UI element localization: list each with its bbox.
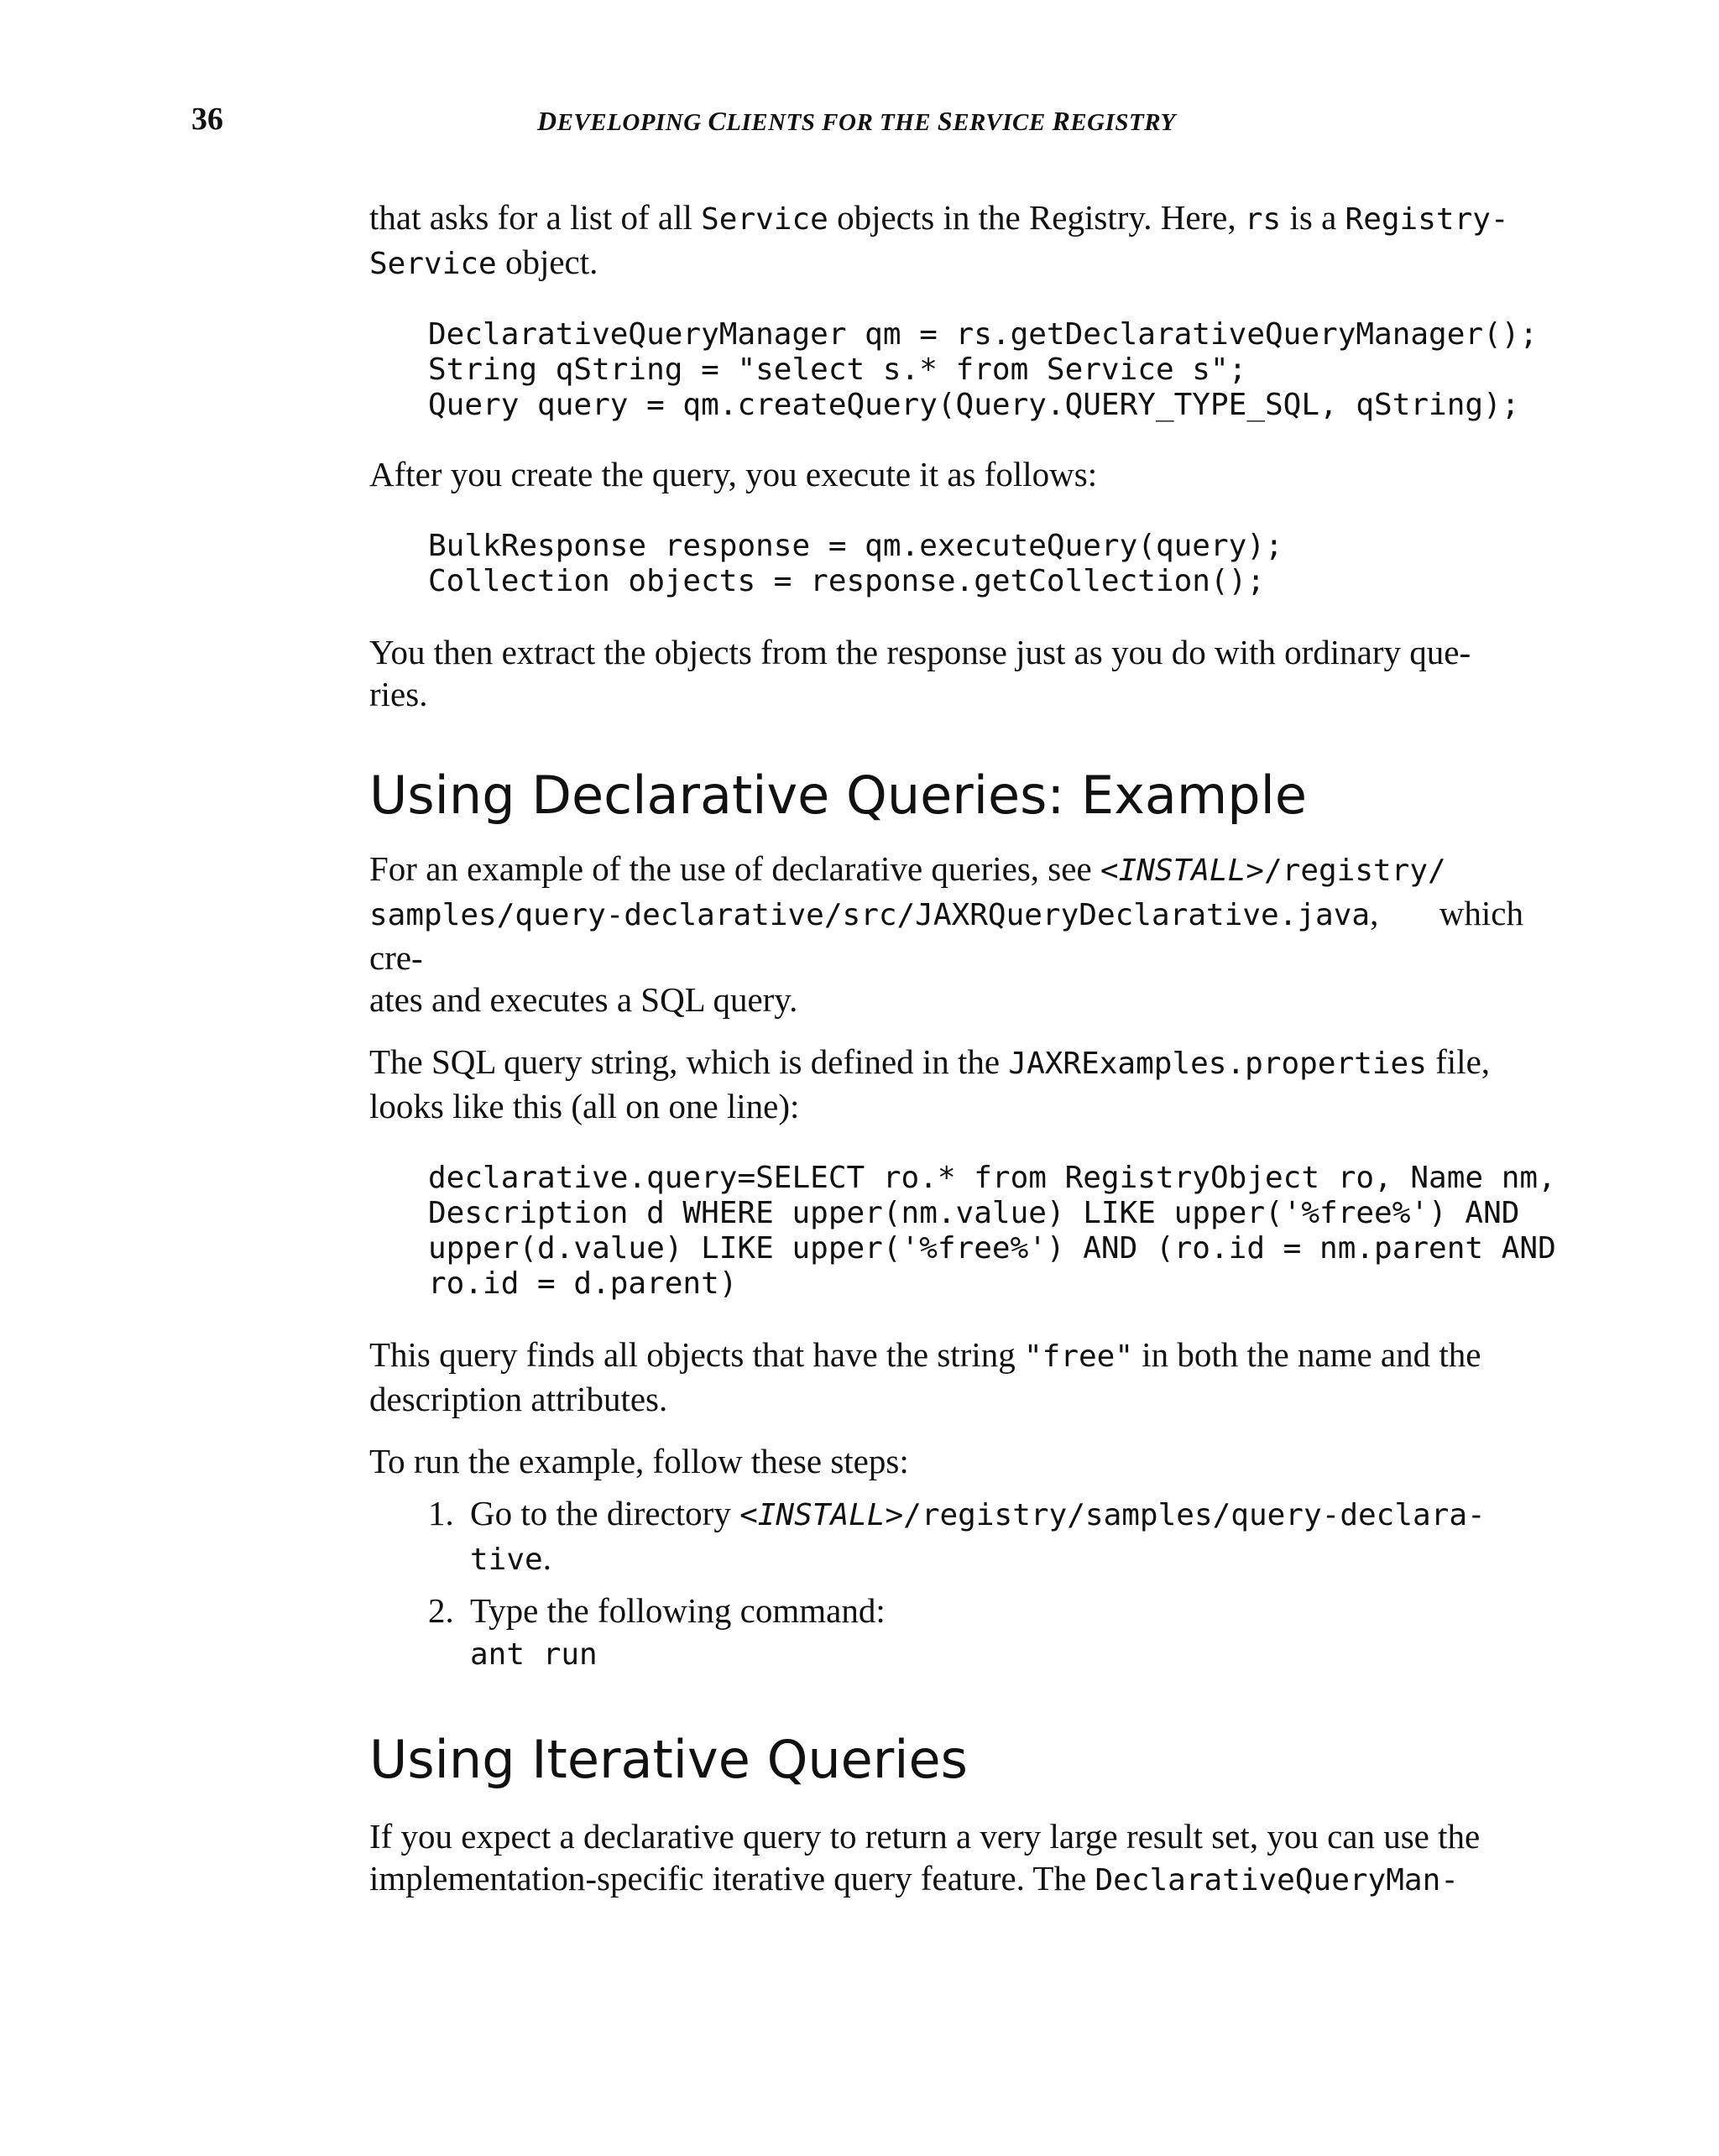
query-explanation-paragraph: This query finds all objects that have the string "free" in both the name and the description attributes.	[369, 1335, 1481, 1418]
intro-paragraph: that asks for a list of all Service objects in the Registry. Here, rs is a Registry- Service object.	[369, 198, 1509, 281]
code-block-execute: BulkResponse response = qm.executeQuery(query); Collection objects = response.getCollection();	[428, 529, 1283, 598]
section-heading-declarative-example: Using Declarative Queries: Example	[369, 765, 1307, 826]
page-number: 36	[191, 102, 223, 137]
code-block-sql: declarative.query=SELECT ro.* from RegistryObject ro, Name nm, Description d WHERE upper(nm.value) LIKE upper('%free%') AND upper(d.value) LIKE upper('%free%') AND (ro.id = nm.parent AND ro.id = d.parent)	[428, 1161, 1556, 1301]
run-steps-intro: To run the example, follow these steps:	[369, 1442, 909, 1480]
iterative-paragraph: If you expect a declarative query to return a very large result set, you can use the implementation-specific iterative query feature. The DeclarativeQueryMan-	[369, 1817, 1481, 1898]
sql-string-paragraph: The SQL query string, which is defined in the JAXRExamples.properties file, looks like this (all on one line):	[369, 1042, 1491, 1125]
section-heading-iterative: Using Iterative Queries	[369, 1729, 968, 1790]
steps-list	[369, 1492, 1523, 1676]
running-head: DEVELOPING CLIENTS FOR THE SERVICE REGISTRY	[537, 106, 1176, 136]
execute-paragraph: After you create the query, you execute it as follows:	[369, 455, 1098, 493]
code-block-query: DeclarativeQueryManager qm = rs.getDeclarativeQueryManager(); String qString = "select s.* from Service s"; Query query = qm.createQuery(Query.QUERY_TYPE_SQL, qString);	[428, 317, 1539, 422]
command-text: ant run	[470, 1637, 598, 1672]
page-content	[369, 193, 1556, 1902]
example-paragraph: For an example of the use of declarative queries, see <INSTALL>/registry/ samples/query-declarative/src/JAXRQueryDeclarative.java, which cre- ates and executes a SQL query.	[369, 849, 1523, 1019]
extract-paragraph: You then extract the objects from the response just as you do with ordinary que- ries.	[369, 633, 1471, 713]
step-1: 1. Go to the directory <INSTALL>/registry/samples/query-declara- tive.	[428, 1494, 1486, 1577]
step-2: 2. Type the following command: ant run	[428, 1591, 886, 1672]
